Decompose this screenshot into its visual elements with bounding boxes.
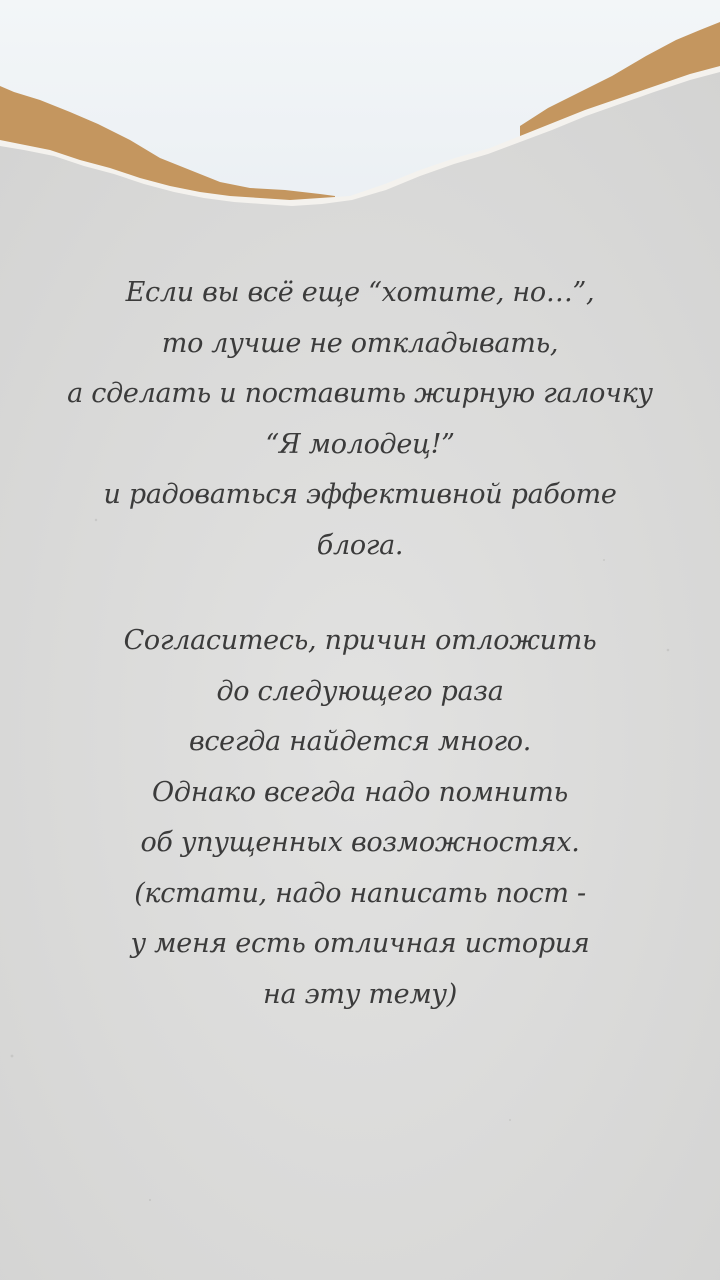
text-line: то лучше не откладывать, (161, 327, 559, 359)
text-line: на эту тему) (263, 978, 457, 1010)
text-line: блога. (316, 529, 404, 561)
text-line: у меня есть отличная история (130, 928, 590, 959)
paragraph-missed-opportunities (40, 616, 680, 1020)
text-line: всегда найдется много. (188, 726, 532, 757)
text-line: до следующего раза (216, 675, 504, 707)
text-line: (кстати, надо написать пост - (134, 877, 586, 909)
text-line: Если вы всё еще “хотите, но…”, (125, 277, 595, 308)
text-line: а сделать и поставить жирную галочку (67, 378, 653, 409)
text-line: “Я молодец!” (265, 428, 455, 460)
text-line: Однако всегда надо помнить (152, 776, 568, 808)
text-line: Согласитесь, причин отложить (123, 625, 597, 656)
text-line: и радоваться эффективной работе (103, 479, 617, 510)
paragraph-motivation (40, 268, 680, 571)
text-line: об упущенных возможностях. (140, 827, 580, 858)
